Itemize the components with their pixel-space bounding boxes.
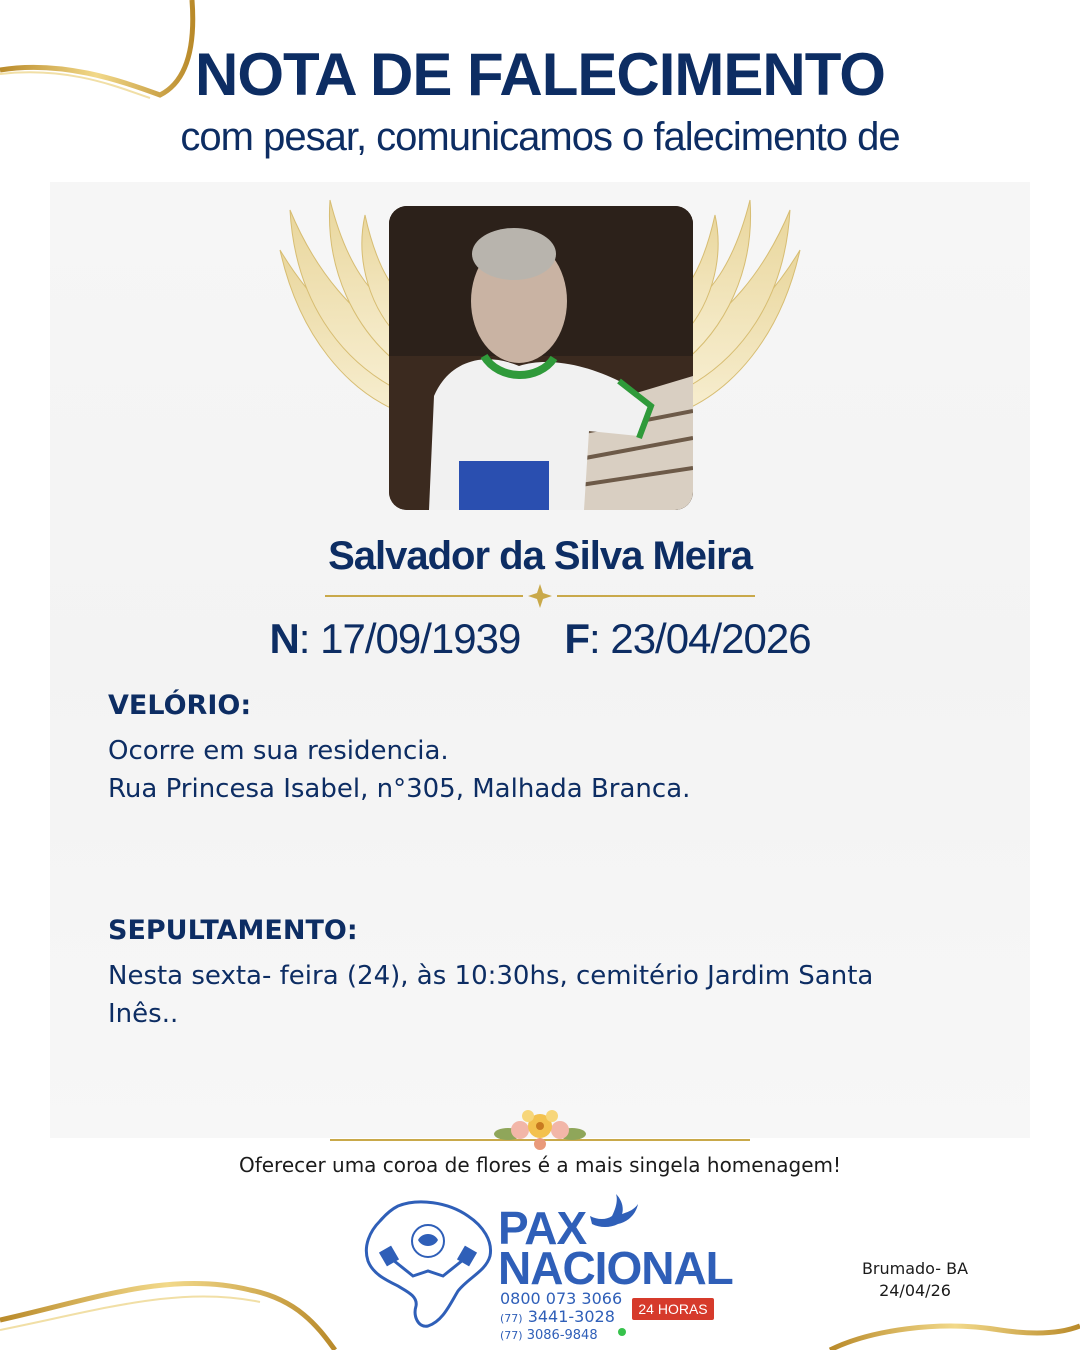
life-dates: N: 17/09/1939 F: 23/04/2026	[269, 615, 811, 662]
brand-line2: NACIONAL	[498, 1242, 733, 1294]
city-label: Brumado- BA	[861, 1259, 969, 1278]
whatsapp-icon	[618, 1328, 626, 1336]
velorio-line: Rua Princesa Isabel, n°305, Malhada Branca.	[108, 774, 691, 804]
phone-3-number: 3086-9848	[526, 1328, 598, 1343]
flower-bouquet-icon	[330, 1106, 750, 1156]
velorio-line: Ocorre em sua residencia.	[108, 736, 449, 766]
issue-date: 24/04/26	[879, 1281, 951, 1300]
divider-star-icon	[325, 582, 755, 610]
sepultamento-section	[108, 913, 948, 1033]
brand-line1: PAX	[498, 1202, 587, 1254]
phone-3	[500, 1328, 622, 1344]
tribute-text: Oferecer uma coroa de flores é a mais singela homenagem!	[238, 1153, 842, 1177]
deceased-photo	[389, 206, 693, 510]
sepultamento-line: Nesta sexta- feira (24), às 10:30hs, cemitério Jardim Santa	[108, 961, 874, 991]
birth-label: N	[269, 615, 299, 662]
phone-1: 0800 073 3066	[500, 1289, 623, 1308]
death-date: 23/04/2026	[610, 615, 811, 662]
velorio-section	[108, 688, 948, 808]
brand-logo	[498, 1202, 733, 1294]
phone-2-area: (77)	[500, 1312, 523, 1325]
phone-2-number: 3441-3028	[527, 1307, 615, 1326]
page-subtitle: com pesar, comunicamos o falecimento de	[180, 115, 900, 159]
brazil-map-logo-icon	[358, 1196, 498, 1330]
death-label: F	[564, 615, 589, 662]
page-title: NOTA DE FALECIMENTO	[195, 41, 885, 108]
sepultamento-heading: SEPULTAMENTO:	[108, 915, 358, 946]
hours-badge: 24 HORAS	[632, 1298, 714, 1320]
velorio-heading: VELÓRIO:	[108, 690, 252, 721]
sepultamento-line: Inês..	[108, 999, 179, 1029]
phone-list	[500, 1290, 622, 1344]
birth-date: 17/09/1939	[320, 615, 521, 662]
location-date	[840, 1258, 990, 1302]
deceased-name: Salvador da Silva Meira	[328, 534, 752, 578]
phone-3-area: (77)	[500, 1329, 523, 1342]
phone-2	[500, 1308, 622, 1328]
